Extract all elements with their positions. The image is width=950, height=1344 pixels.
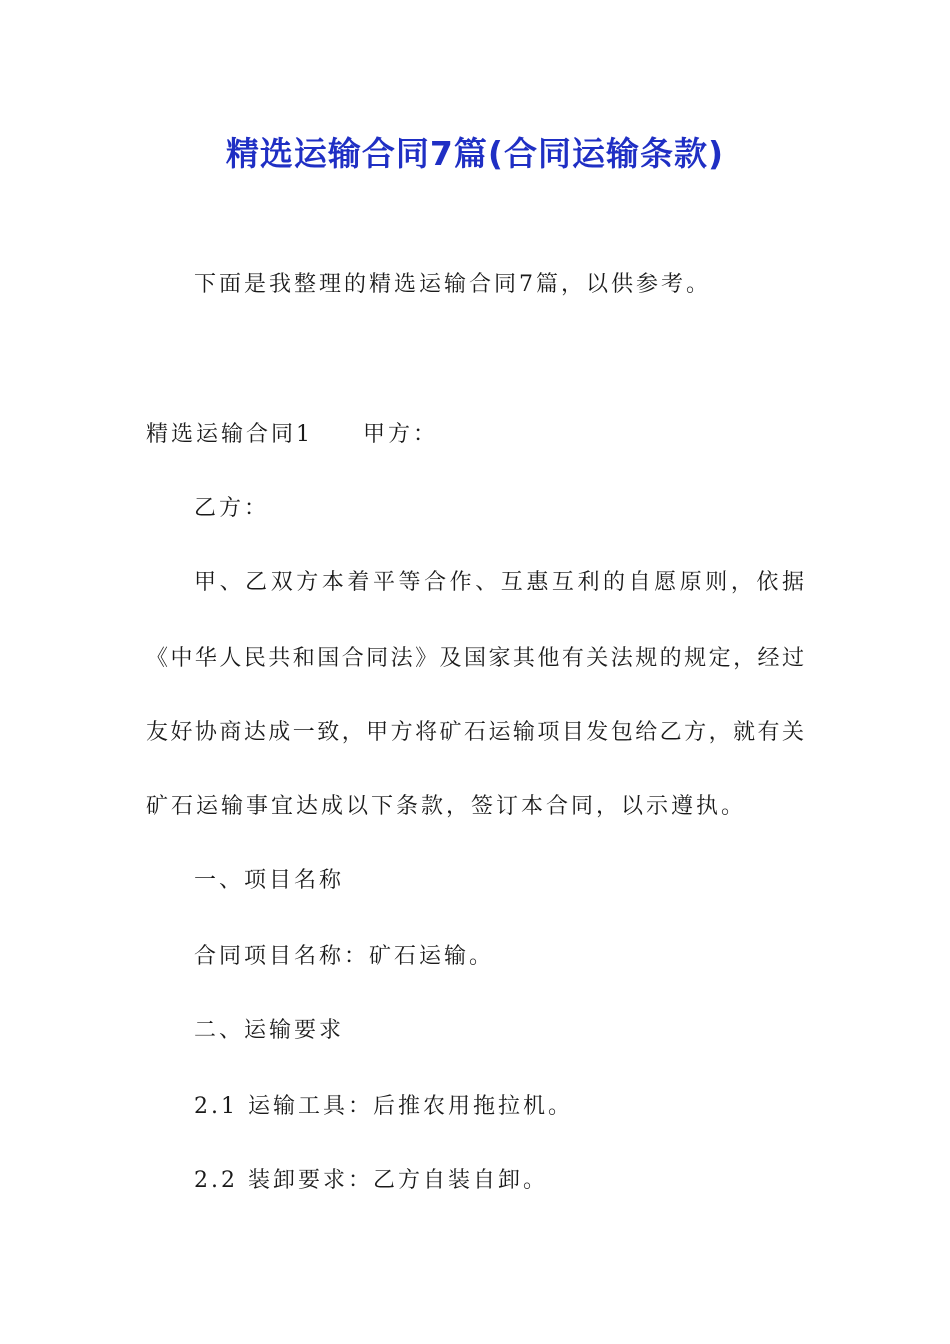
intro-text: 下面是我整理的精选运输合同7篇，以供参考。	[194, 272, 711, 297]
section-heading: 精选运输合同1	[146, 422, 313, 447]
item1-content: 合同项目名称：矿石运输。	[194, 944, 495, 969]
paragraph-line-3: 友好协商达成一致，甲方将矿石运输项目发包给乙方，就有关	[146, 720, 804, 745]
item1-heading: 一、项目名称	[194, 868, 345, 893]
party-a-label: 甲方：	[363, 422, 439, 447]
party-b-label: 乙方：	[194, 496, 270, 521]
section-heading-line	[146, 420, 438, 450]
item2-heading: 二、运输要求	[194, 1018, 345, 1043]
item2-2: 2.2 装卸要求：乙方自装自卸。	[194, 1168, 548, 1193]
paragraph-line-4: 矿石运输事宜达成以下条款，签订本合同，以示遵执。	[146, 794, 747, 819]
paragraph-line-1: 甲、乙双方本着平等合作、互惠互利的自愿原则，依据	[194, 570, 804, 595]
item2-1: 2.1 运输工具：后推农用拖拉机。	[194, 1094, 573, 1119]
paragraph-line-2: 《中华人民共和国合同法》及国家其他有关法规的规定，经过	[146, 646, 804, 671]
document-title: 精选运输合同7篇(合同运输条款)	[225, 134, 725, 173]
